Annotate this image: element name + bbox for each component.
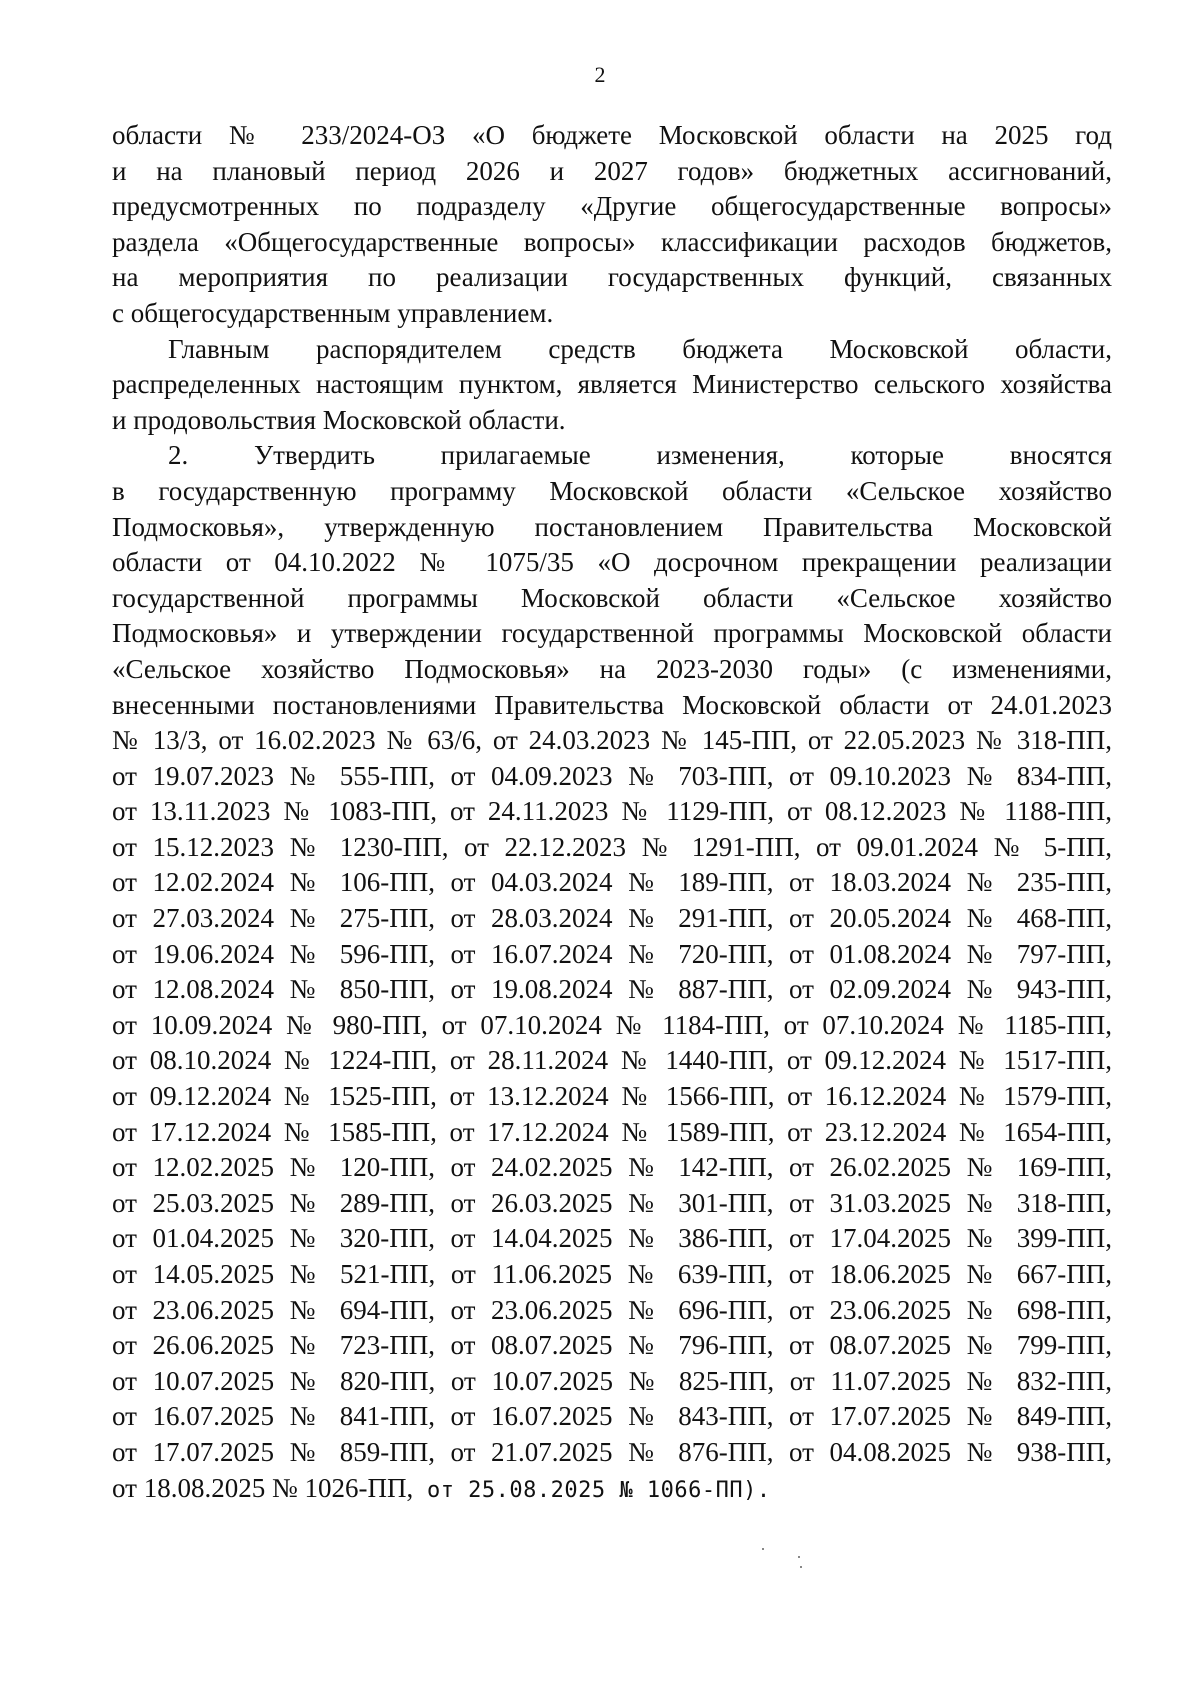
- text-line: предусмотренных по подразделу «Другие общегосударственные вопросы»: [112, 191, 1112, 222]
- text-line: от 10.07.2025 № 820-ПП, от 10.07.2025 № 825-ПП, от 11.07.2025 № 832-ПП,: [112, 1365, 1112, 1396]
- text-line: от 23.06.2025 № 694-ПП, от 23.06.2025 № 696-ПП, от 23.06.2025 № 698-ПП,: [112, 1294, 1112, 1325]
- final-text-line: [112, 1471, 1112, 1509]
- text-line: от 13.11.2023 № 1083-ПП, от 24.11.2023 № 1129-ПП, от 08.12.2023 № 1188-ПП,: [112, 796, 1112, 827]
- text-line: раздела «Общегосударственные вопросы» классификации расходов бюджетов,: [112, 226, 1112, 257]
- text-line: и продовольствия Московской области.: [112, 404, 566, 435]
- text-line: от 17.07.2025 № 859-ПП, от 21.07.2025 № 876-ПП, от 04.08.2025 № 938-ПП,: [112, 1436, 1112, 1467]
- text-line: от 12.02.2024 № 106-ПП, от 04.03.2024 № 189-ПП, от 18.03.2024 № 235-ПП,: [112, 867, 1112, 898]
- paragraph: [112, 332, 1112, 439]
- text-line: государственной программы Московской области «Сельское хозяйство: [112, 582, 1112, 613]
- text-line: от 12.02.2025 № 120-ПП, от 24.02.2025 № 142-ПП, от 26.02.2025 № 169-ПП,: [112, 1152, 1112, 1183]
- paragraph: [112, 118, 1112, 332]
- text-line: от 25.03.2025 № 289-ПП, от 26.03.2025 № 301-ПП, от 31.03.2025 № 318-ПП,: [112, 1187, 1112, 1218]
- text-line: от 09.12.2024 № 1525-ПП, от 13.12.2024 № 1566-ПП, от 16.12.2024 № 1579-ПП,: [112, 1081, 1112, 1112]
- text-line: на мероприятия по реализации государственных функций, связанных: [112, 262, 1112, 293]
- text-line: от 19.06.2024 № 596-ПП, от 16.07.2024 № 720-ПП, от 01.08.2024 № 797-ПП,: [112, 938, 1112, 969]
- scan-speck: [798, 1556, 800, 1558]
- text-line: от 19.07.2023 № 555-ПП, от 04.09.2023 № 703-ПП, от 09.10.2023 № 834-ПП,: [112, 760, 1112, 791]
- final-line-typed-addition: от 25.08.2025 № 1066-ПП).: [413, 1477, 771, 1503]
- text-line: от 26.06.2025 № 723-ПП, от 08.07.2025 № 796-ПП, от 08.07.2025 № 799-ПП,: [112, 1330, 1112, 1361]
- paragraph: [112, 438, 1112, 1508]
- text-line: от 08.10.2024 № 1224-ПП, от 28.11.2024 № 1440-ПП, от 09.12.2024 № 1517-ПП,: [112, 1045, 1112, 1076]
- text-line: внесенными постановлениями Правительства Московской области от 24.01.2023: [112, 689, 1112, 720]
- text-line: в государственную программу Московской области «Сельское хозяйство: [112, 475, 1112, 506]
- text-line: Подмосковья» и утверждении государственной программы Московской области: [112, 618, 1112, 649]
- text-line: области № 233/2024-ОЗ «О бюджете Московской области на 2025 год: [112, 120, 1112, 150]
- text-line: от 27.03.2024 № 275-ПП, от 28.03.2024 № 291-ПП, от 20.05.2024 № 468-ПП,: [112, 903, 1112, 934]
- text-line: с общегосударственным управлением.: [112, 297, 554, 328]
- text-line: 2. Утвердить прилагаемые изменения, которые вносятся: [168, 440, 1112, 471]
- document-body: [112, 118, 1112, 1508]
- text-line: от 17.12.2024 № 1585-ПП, от 17.12.2024 № 1589-ПП, от 23.12.2024 № 1654-ПП,: [112, 1116, 1112, 1147]
- text-line: от 14.05.2025 № 521-ПП, от 11.06.2025 № 639-ПП, от 18.06.2025 № 667-ПП,: [112, 1259, 1112, 1289]
- text-line: от 15.12.2023 № 1230-ПП, от 22.12.2023 № 1291-ПП, от 09.01.2024 № 5-ПП,: [112, 831, 1112, 862]
- text-line: Подмосковья», утвержденную постановлением Правительства Московской: [112, 511, 1112, 542]
- text-line: от 01.04.2025 № 320-ПП, от 14.04.2025 № 386-ПП, от 17.04.2025 № 399-ПП,: [112, 1223, 1112, 1254]
- text-line: Главным распорядителем средств бюджета Московской области,: [168, 333, 1112, 364]
- final-line-printed: от 18.08.2025 № 1026-ПП,: [112, 1472, 414, 1503]
- text-line: «Сельское хозяйство Подмосковья» на 2023-2030 годы» (с изменениями,: [112, 653, 1112, 684]
- page-number: 2: [594, 62, 606, 87]
- scan-speck: [762, 1548, 764, 1550]
- text-line: от 16.07.2025 № 841-ПП, от 16.07.2025 № 843-ПП, от 17.07.2025 № 849-ПП,: [112, 1401, 1112, 1432]
- scan-speck: [800, 1566, 802, 1568]
- text-line: области от 04.10.2022 № 1075/35 «О досрочном прекращении реализации: [112, 547, 1112, 578]
- text-line: № 13/3, от 16.02.2023 № 63/6, от 24.03.2023 № 145-ПП, от 22.05.2023 № 318-ПП,: [112, 725, 1112, 756]
- text-line: от 10.09.2024 № 980-ПП, от 07.10.2024 № 1184-ПП, от 07.10.2024 № 1185-ПП,: [112, 1009, 1112, 1040]
- text-line: от 12.08.2024 № 850-ПП, от 19.08.2024 № 887-ПП, от 02.09.2024 № 943-ПП,: [112, 974, 1112, 1005]
- text-line: и на плановый период 2026 и 2027 годов» бюджетных ассигнований,: [112, 155, 1112, 186]
- text-line: распределенных настоящим пунктом, является Министерство сельского хозяйства: [112, 369, 1112, 400]
